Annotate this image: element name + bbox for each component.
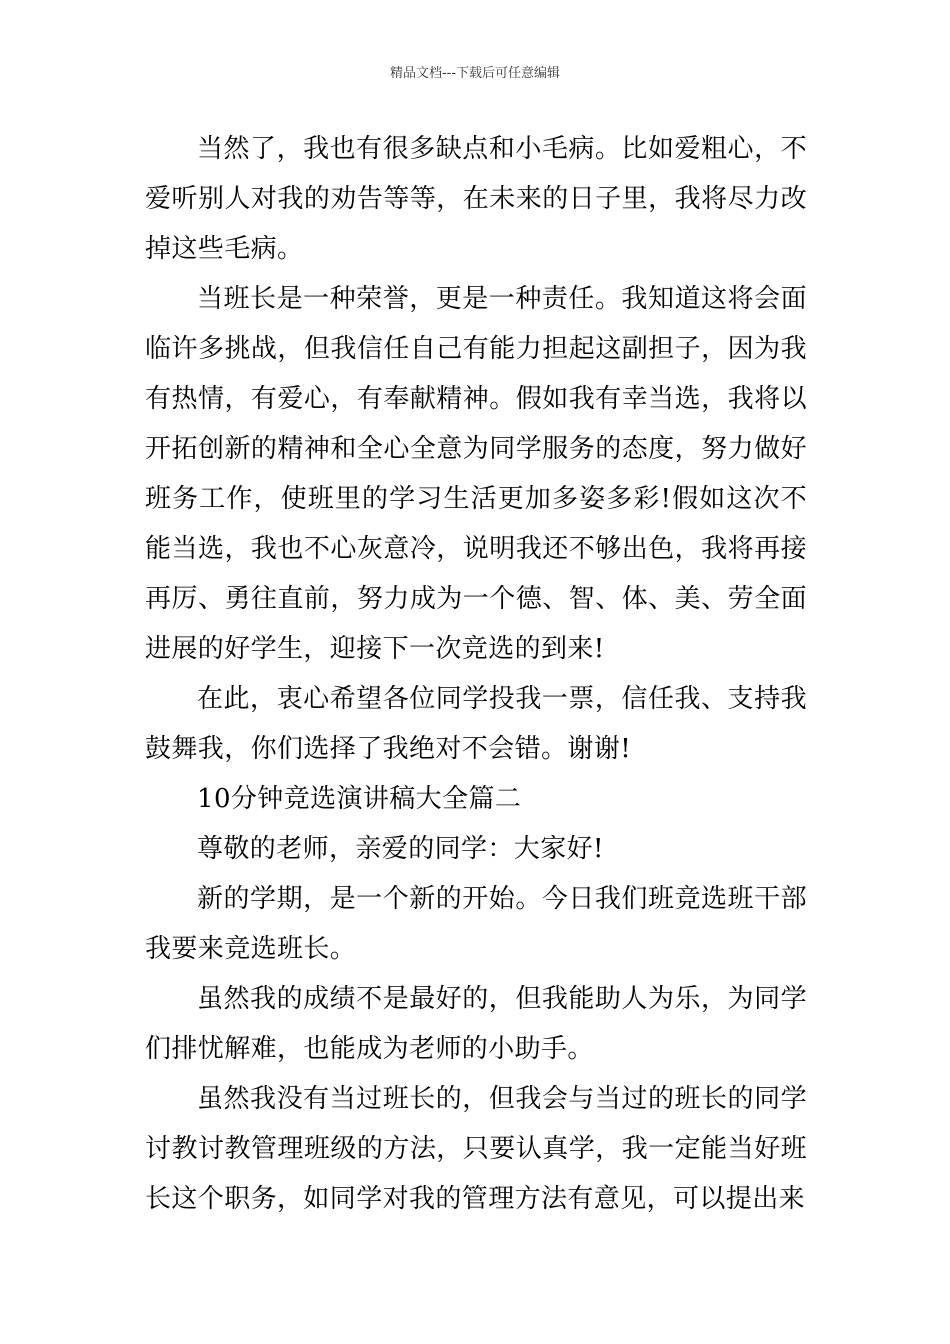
page-header: 精品文档---下载后可任意编辑 bbox=[389, 66, 561, 81]
paragraph-new-term: 新的学期，是一个新的开始。今日我们班竞选班干部我要来竞选班长。 bbox=[145, 884, 807, 964]
paragraph-greeting: 尊敬的老师，亲爱的同学：大家好! bbox=[197, 834, 604, 864]
paragraph-shortcomings: 当然了，我也有很多缺点和小毛病。比如爱粗心，不爱听别人对我的劝告等等，在未来的日子里，我将尽力改掉这些毛病。 bbox=[145, 134, 807, 264]
paragraph-closing: 在此，衷心希望各位同学投我一票，信任我、支持我鼓舞我，你们选择了我绝对不会错。谢谢! bbox=[145, 684, 807, 764]
document-body bbox=[145, 124, 807, 1224]
paragraph-management: 虽然我没有当过班长的，但我会与当过的班长的同学讨教讨教管理班级的方法，只要认真学，我一定能当好班长这个职务，如同学对我的管理方法有意见，可以提出来 bbox=[145, 1084, 807, 1214]
paragraph-helpful: 虽然我的成绩不是最好的，但我能助人为乐，为同学们排忧解难，也能成为老师的小助手。 bbox=[145, 984, 807, 1064]
section-heading: 10分钟竞选演讲稿大全篇二 bbox=[197, 784, 522, 814]
paragraph-responsibility: 当班长是一种荣誉，更是一种责任。我知道这将会面临许多挑战，但我信任自己有能力担起这副担子，因为我有热情，有爱心，有奉献精神。假如我有幸当选，我将以开拓创新的精神和全心全意为同学服务的态度，努力做好班务工作，使班里的学习生活更加多姿多彩!假如这次不能当选，我也不心灰意冷，说明我还不够出色，我将再接再厉、勇往直前，努力成为一个德、智、体、美、劳全面进展的好学生，迎接下一次竞选的到来! bbox=[145, 284, 807, 664]
